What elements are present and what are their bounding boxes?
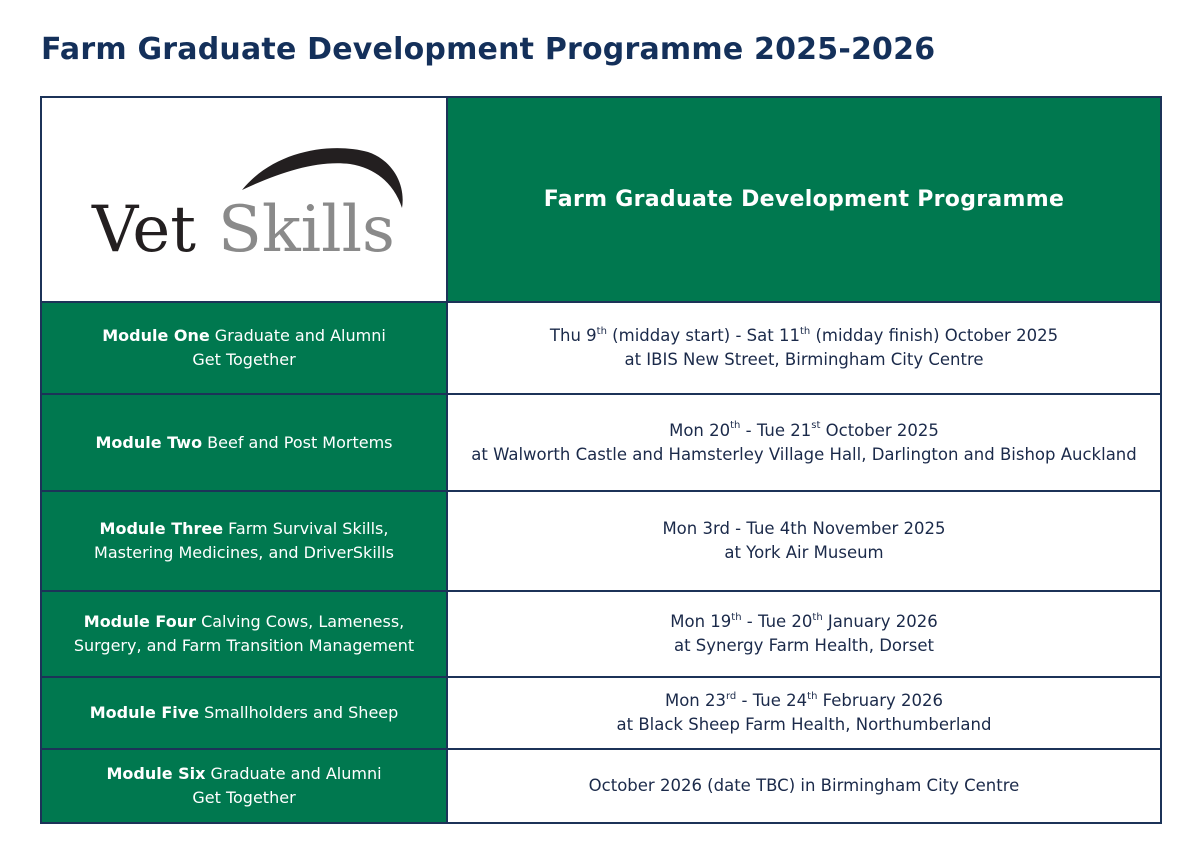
module-dates: Mon 19th - Tue 20th January 2026 (670, 611, 938, 631)
page-title: Farm Graduate Development Programme 2025-2026 (41, 32, 936, 67)
module-row (41, 749, 1161, 823)
module-topic-line2: Surgery, and Farm Transition Management (73, 636, 415, 655)
module-details (447, 394, 1161, 491)
module-details (447, 677, 1161, 749)
module-dates: Mon 20th - Tue 21st October 2025 (669, 420, 939, 440)
module-location: at Synergy Farm Health, Dorset (673, 636, 935, 655)
module-topic-line2: Get Together (192, 350, 296, 369)
logo-text-dark: Vet (92, 193, 196, 267)
module-name: Module Five (89, 703, 200, 722)
module-name: Module Three (99, 519, 224, 538)
module-topic: Smallholders and Sheep (199, 703, 399, 722)
module-location: at Walworth Castle and Hamsterley Village Hall, Darlington and Bishop Auckland (471, 444, 1137, 464)
module-topic: Graduate and Alumni (205, 764, 382, 783)
module-details (447, 591, 1161, 677)
module-details (447, 302, 1161, 394)
module-label (41, 394, 447, 491)
module-topic: Graduate and Alumni (209, 326, 386, 345)
module-label (41, 677, 447, 749)
module-name: Module Two (95, 432, 203, 452)
logo-cell (41, 97, 447, 302)
module-label (41, 491, 447, 591)
module-topic-line2: Mastering Medicines, and DriverSkills (94, 543, 394, 562)
vetskills-logo (42, 98, 448, 301)
module-name: Module One (102, 326, 210, 345)
vetskills-logo-icon (42, 98, 448, 301)
module-label (41, 591, 447, 677)
module-name: Module Six (106, 764, 206, 783)
programme-schedule-table (40, 96, 1162, 824)
module-row (41, 591, 1161, 677)
module-row (41, 491, 1161, 591)
module-details (447, 491, 1161, 591)
module-dates: Mon 23rd - Tue 24th February 2026 (664, 690, 944, 710)
module-row (41, 302, 1161, 394)
module-dates: Mon 3rd - Tue 4th November 2025 (662, 519, 946, 538)
module-dates: Thu 9th (midday start) - Sat 11th (midday finish) October 2025 (549, 325, 1059, 345)
logo-text-light: Skills (218, 193, 395, 267)
module-topic: Beef and Post Mortems (202, 432, 393, 452)
module-row (41, 394, 1161, 491)
module-location: at York Air Museum (724, 543, 884, 562)
header-title: Farm Graduate Development Programme (447, 97, 1161, 302)
module-label (41, 749, 447, 823)
module-row (41, 677, 1161, 749)
module-details (447, 749, 1161, 823)
module-location: at Black Sheep Farm Health, Northumberland (616, 715, 992, 734)
module-location: at IBIS New Street, Birmingham City Centre (624, 350, 984, 369)
module-dates-location: October 2026 (date TBC) in Birmingham City Centre (588, 776, 1020, 795)
module-name: Module Four (83, 612, 196, 631)
module-label (41, 302, 447, 394)
table-header-row (41, 97, 1161, 302)
module-topic: Calving Cows, Lameness, (195, 612, 405, 631)
module-topic: Farm Survival Skills, (223, 519, 389, 538)
module-topic-line2: Get Together (192, 788, 296, 807)
